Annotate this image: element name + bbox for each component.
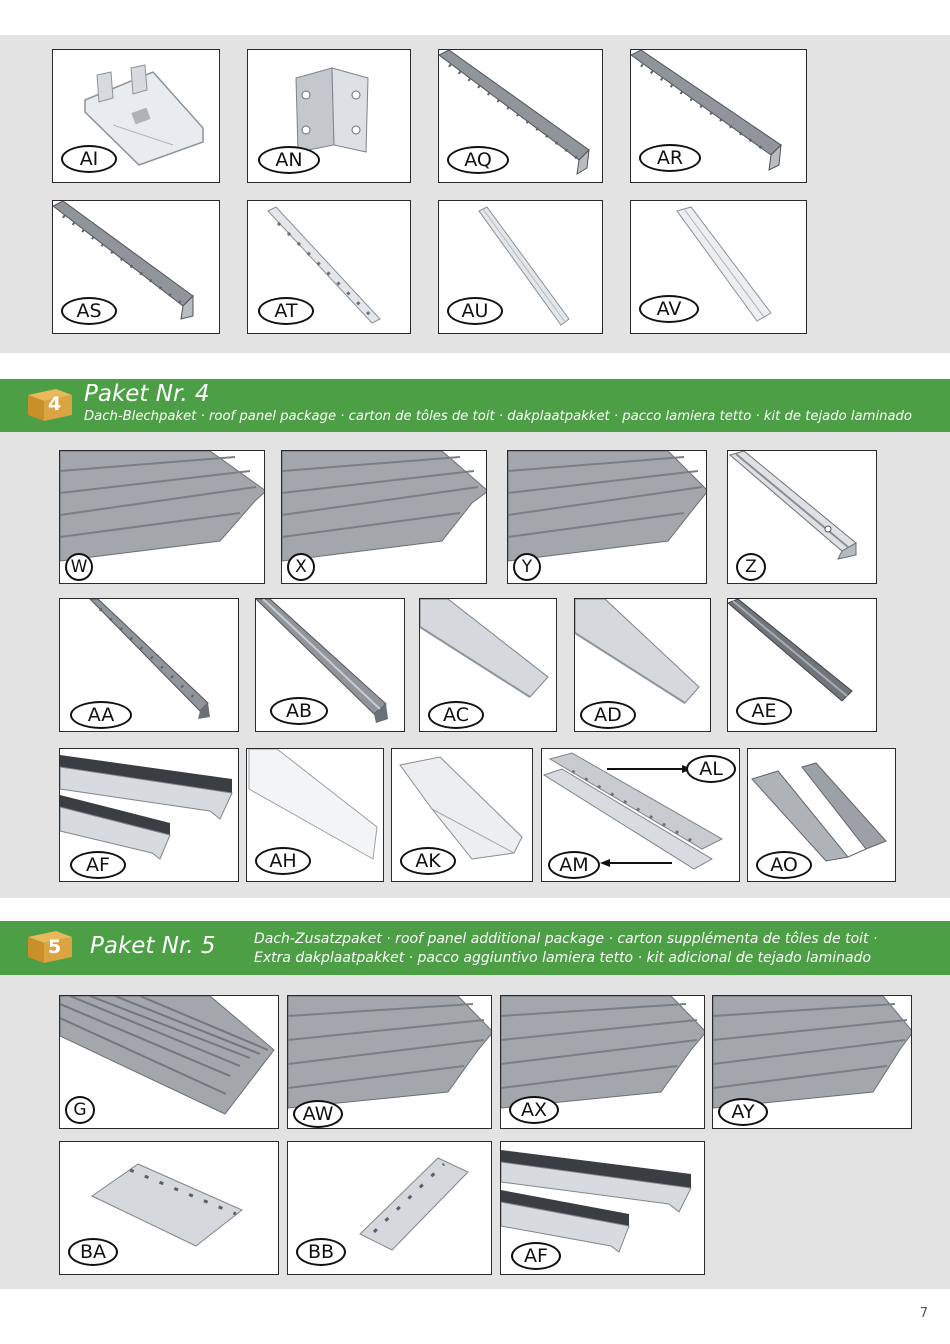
part-label: AV xyxy=(639,295,699,323)
part-label: AD xyxy=(580,701,636,729)
part-label: AT xyxy=(258,297,314,325)
part-label: AF xyxy=(511,1242,561,1270)
part-label: AK xyxy=(400,847,456,875)
part-z xyxy=(727,450,877,584)
part-label-al: AL xyxy=(686,755,736,783)
package-5-title: Paket Nr. 5 xyxy=(90,933,216,959)
part-label: Z xyxy=(736,553,766,581)
part-au xyxy=(438,200,603,334)
package-5-subtitle-line1: Dach-Zusatzpaket · roof panel additional package · carton supplémenta de tôles de toit · xyxy=(254,931,878,947)
part-w xyxy=(59,450,265,584)
part-ab xyxy=(255,598,405,732)
package-4-banner xyxy=(0,379,950,432)
part-ar xyxy=(630,49,807,183)
part-aq xyxy=(438,49,603,183)
part-label: AI xyxy=(61,145,117,173)
part-label: X xyxy=(287,553,315,581)
part-label-am: AM xyxy=(548,851,600,879)
part-label: AX xyxy=(509,1096,559,1124)
part-label: W xyxy=(65,553,93,581)
package-4-number: 4 xyxy=(48,393,62,415)
part-al-am xyxy=(541,748,740,882)
package-4-title: Paket Nr. 4 xyxy=(84,381,210,407)
part-label: AS xyxy=(61,297,117,325)
part-ax xyxy=(500,995,705,1129)
part-label: AH xyxy=(255,847,311,875)
part-ad xyxy=(574,598,711,732)
part-label: AA xyxy=(70,701,132,729)
part-label: AF xyxy=(70,851,126,879)
part-av xyxy=(630,200,807,334)
part-bb xyxy=(287,1141,492,1275)
part-label: AN xyxy=(258,146,320,174)
part-ao xyxy=(747,748,896,882)
part-label: AC xyxy=(428,701,484,729)
part-ai xyxy=(52,49,220,183)
package-5-number: 5 xyxy=(48,936,62,958)
part-ah xyxy=(246,748,384,882)
part-g xyxy=(59,995,279,1129)
package-5-banner xyxy=(0,921,950,975)
part-label: AQ xyxy=(447,146,509,174)
part-aa xyxy=(59,598,239,732)
part-at xyxy=(247,200,411,334)
part-aw xyxy=(287,995,492,1129)
part-an xyxy=(247,49,411,183)
part-label: Y xyxy=(513,553,541,581)
part-label: AY xyxy=(718,1098,768,1126)
part-ac xyxy=(419,598,557,732)
part-label: BB xyxy=(296,1238,346,1266)
part-label: AB xyxy=(270,697,328,725)
part-label: AE xyxy=(736,697,792,725)
part-x xyxy=(281,450,487,584)
part-label: AU xyxy=(447,297,503,325)
package-4-subtitle: Dach-Blechpaket · roof panel package · carton de tôles de toit · dakplaatpakket · pacco lamiera tetto · kit de tejado laminado xyxy=(84,409,912,424)
page-number: 7 xyxy=(919,1306,928,1321)
part-ae xyxy=(727,598,877,732)
part-label: AW xyxy=(293,1100,343,1128)
part-af-extra xyxy=(500,1141,705,1275)
part-ay xyxy=(712,995,912,1129)
part-label: AR xyxy=(639,144,701,172)
part-af xyxy=(59,748,239,882)
part-label: AO xyxy=(756,851,812,879)
package-5-subtitle-line2: Extra dakplaatpakket · pacco aggiuntivo lamiera tetto · kit adicional de tejado laminado xyxy=(254,950,872,966)
part-y xyxy=(507,450,707,584)
part-ak xyxy=(391,748,533,882)
part-label: G xyxy=(65,1096,95,1124)
part-as xyxy=(52,200,220,334)
part-ba xyxy=(59,1141,279,1275)
part-label: BA xyxy=(68,1238,118,1266)
